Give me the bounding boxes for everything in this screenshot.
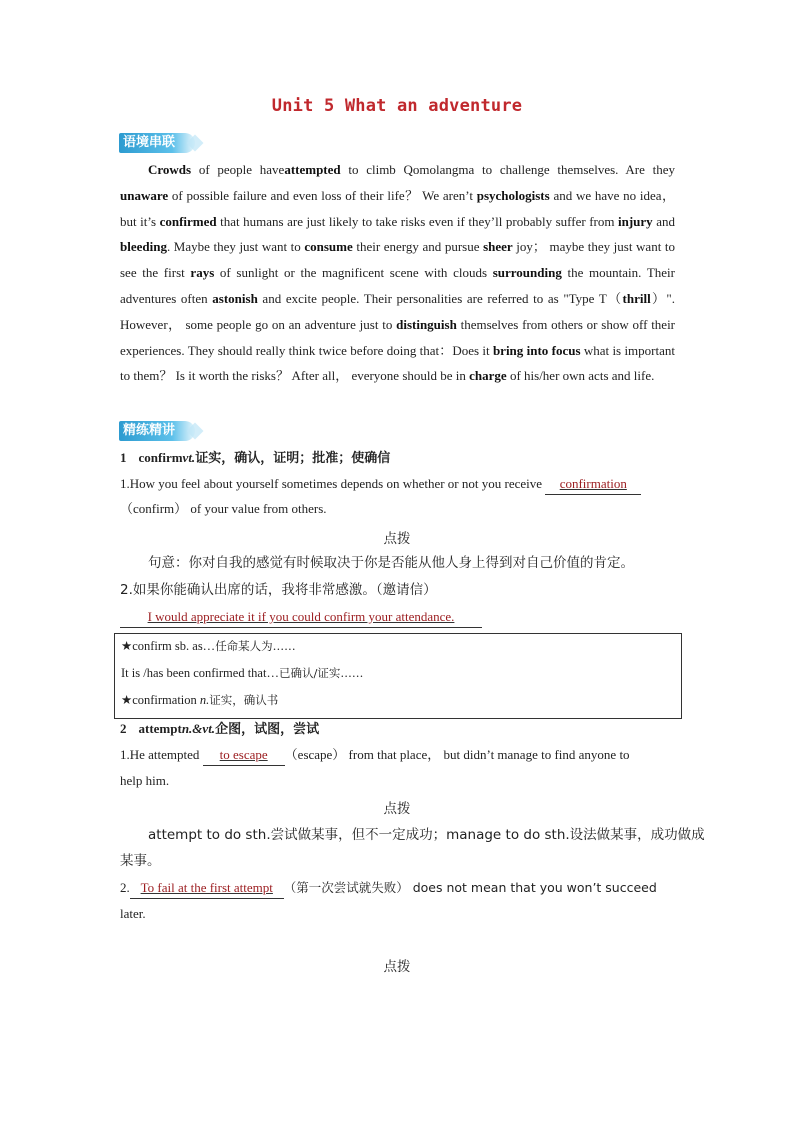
exercise-confirm-1-cont: （confirm） of your value from others. [120,501,327,516]
tip-text: attempt to do sth.尝试做某事，但不一定成功；manage to do sth.设法做某事，成功做成 [148,827,705,843]
answer-blank: To fail at the first attempt [130,878,284,899]
tip-label: 点拨 [383,801,411,817]
usage-row: ★confirm sb. as…任命某人为…… [121,639,296,653]
exercise-attempt-2-cont: later. [120,906,146,921]
section-badge-label: 精练精讲 [123,423,176,438]
section-badge-practice [119,421,195,441]
badge-arrow-icon [187,135,204,152]
exercise-attempt-1: 1.He attempted to escape （escape） from that place， but didn’t manage to find anyone to [120,745,676,766]
tip-text: 句意：你对自我的感觉有时候取决于你是否能从他人身上得到对自己价值的肯定。 [148,555,634,571]
exercise-confirm-1: 1.How you feel about yourself sometimes depends on whether or not you receive confirmation [120,474,676,495]
page-title: Unit 5 What an adventure [271,96,523,116]
answer-blank: I would appreciate it if you could confirm your attendance. [120,607,482,628]
section-badge-context [119,133,195,153]
usage-row: ★confirmation n.证实，确认书 [121,693,279,707]
answer-blank: confirmation [545,474,641,495]
badge-arrow-icon [187,423,204,440]
exercise-confirm-2-answer [120,607,676,628]
tip-label: 点拨 [383,531,411,547]
answer-blank: to escape [203,745,285,766]
exercise-confirm-2: 2.如果你能确认出席的话，我将非常感激。（邀请信） [120,582,437,598]
exercise-attempt-2: 2. To fail at the first attempt （第一次尝试就失败） does not mean that you won’t succeed [120,878,676,899]
section-badge-label: 语境串联 [123,135,176,150]
exercise-attempt-1-cont: help him. [120,773,170,788]
vocab-heading-confirm: 1 confirmvt.证实，确认，证明；批准；使确信 [120,450,391,466]
usage-box [114,633,682,719]
tip-text-cont: 某事。 [120,853,161,869]
context-passage: Crowds of people haveattempted to climb Qomolangma to challenge themselves. Are they unaware of possible failure and even loss of their life？ We aren’t psychologists and we have no idea， but it’s confirmed that humans are just likely to take risks even if they’ll probably suffer from injury and bleeding. Maybe they just want to consume their energy and pursue sheer joy； maybe they just want to see the first rays of sunlight or the magnificent scene with clouds surrounding the mountain. Their adventures often astonish and excite people. Their personalities are referred to as "Type T（thrill）". However， some people go on an adventure just to distinguish themselves from others or show off their experiences. They should really think twice before doing that：Does it bring into focus what is important to them？ Is it worth the risks？ After all， everyone should be in charge of his/her own acts and life. [120,162,676,384]
usage-row: It is /has been confirmed that…已确认/证实…… [121,666,364,680]
vocab-heading-attempt: 2 attemptn.&vt.企图，试图，尝试 [120,721,320,737]
tip-label: 点拨 [383,959,411,975]
